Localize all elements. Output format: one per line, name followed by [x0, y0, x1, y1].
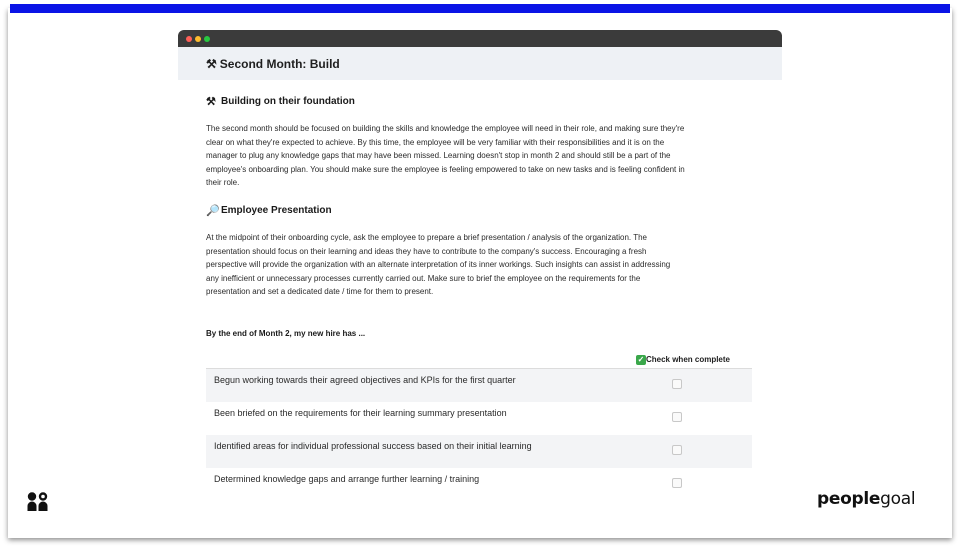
document-window [178, 30, 782, 510]
checklist-item-text: Been briefed on the requirements for their learning summary presentation [214, 407, 507, 418]
checklist-row [206, 468, 752, 501]
checklist-row [206, 435, 752, 468]
magnifying-glass-icon: 🔎 [206, 204, 220, 217]
check-mark-icon: ✓ [637, 354, 645, 364]
checklist-checkbox[interactable] [672, 445, 682, 455]
minimize-window-icon[interactable] [195, 36, 201, 42]
section-heading-presentation: 🔎 Employee Presentation [206, 204, 332, 217]
checklist-checkbox[interactable] [672, 379, 682, 389]
checklist-item-text: Identified areas for individual professional success based on their initial learning [214, 440, 532, 451]
checklist-item-text: Begun working towards their agreed objectives and KPIs for the first quarter [214, 374, 516, 385]
checklist-row [206, 369, 752, 402]
hammer-and-wrench-icon: ⚒ [206, 56, 217, 71]
document-content [178, 95, 782, 501]
checklist-row [206, 402, 752, 435]
window-titlebar [178, 30, 782, 47]
peoplegoal-wordmark: peoplegoal [817, 489, 916, 509]
checklist-checkbox[interactable] [672, 412, 682, 422]
checklist-checkbox[interactable] [672, 478, 682, 488]
checklist-column-header: ✓ Check when complete [637, 354, 730, 365]
checklist-item-text: Determined knowledge gaps and arrange further learning / training [214, 473, 480, 484]
hammer-and-wrench-icon: ⚒ [206, 96, 216, 108]
section-body-presentation: At the midpoint of their onboarding cycle, ask the employee to prepare a brief presentation / analysis of the organization. The presentation should focus on their learning and ideas they have to contribute to the company's success. Encouraging a fresh perspective will provide the organization with an alternate interpretation of its inner workings. Such insights can assist in addressing any inefficient or unnecessary processes currently carried out. Make sure to brief the employee on the requirements for the presentation and set a dedicated date / time for them to present. [206, 232, 671, 297]
checklist-table [206, 368, 752, 501]
maximize-window-icon[interactable] [204, 36, 210, 42]
top-accent-bar [10, 4, 950, 13]
section-body-foundation: The second month should be focused on building the skills and knowledge the employee will need in their role, and making sure they're clear on what they're expected to achieve. By this time, the employee will be very familiar with their responsibilities and it is on the manager to plug any knowledge gaps that may have been missed. Learning doesn't stop in month 2 and should still be a part of the employee's onboarding plan. You should make sure the employee is feeling empowered to take on new tasks and is feeling confident in their role. [206, 124, 685, 188]
document-header [178, 47, 782, 80]
checklist-prompt: By the end of Month 2, my new hire has ... [206, 328, 366, 338]
peoplegoal-mark-icon [27, 492, 49, 512]
section-heading-foundation: ⚒ Building on their foundation [206, 96, 355, 108]
page-title: Second Month: Build [219, 56, 340, 71]
close-window-icon[interactable] [186, 36, 192, 42]
